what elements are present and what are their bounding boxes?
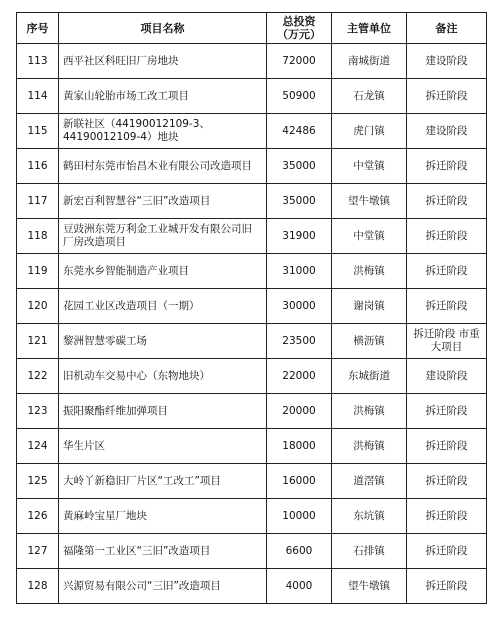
row-project-name: 鹤田村东莞市怡昌木业有限公司改造项目 [59, 149, 267, 184]
row-unit: 望牛墩镇 [332, 184, 407, 219]
row-project-name: 兴源贸易有限公司“三旧”改造项目 [59, 569, 267, 604]
row-note: 建设阶段 [407, 44, 487, 79]
row-unit: 中堂镇 [332, 149, 407, 184]
row-unit: 横沥镇 [332, 324, 407, 359]
row-note: 拆迁阶段 市重大项目 [407, 324, 487, 359]
row-number: 128 [17, 569, 59, 604]
row-project-name: 豆豉洲东莞万利金工业城开发有限公司旧厂房改造项目 [59, 219, 267, 254]
row-project-name: 花园工业区改造项目（一期） [59, 289, 267, 324]
row-unit: 洪梅镇 [332, 254, 407, 289]
row-investment: 50900 [267, 79, 332, 114]
row-note: 拆迁阶段 [407, 219, 487, 254]
row-number: 126 [17, 499, 59, 534]
row-unit: 洪梅镇 [332, 429, 407, 464]
header-investment-line2: （万元） [277, 28, 321, 41]
table-row [17, 359, 487, 394]
row-project-name: 华生片区 [59, 429, 267, 464]
row-note: 拆迁阶段 [407, 429, 487, 464]
row-number: 125 [17, 464, 59, 499]
row-investment: 20000 [267, 394, 332, 429]
row-project-name: 黄麻岭宝星厂地块 [59, 499, 267, 534]
table-row [17, 44, 487, 79]
row-investment: 35000 [267, 184, 332, 219]
row-investment: 4000 [267, 569, 332, 604]
row-unit: 东坑镇 [332, 499, 407, 534]
row-investment: 42486 [267, 114, 332, 149]
row-project-name: 西平社区科旺旧厂房地块 [59, 44, 267, 79]
row-number: 123 [17, 394, 59, 429]
row-unit: 东城街道 [332, 359, 407, 394]
row-investment: 16000 [267, 464, 332, 499]
row-note: 拆迁阶段 [407, 394, 487, 429]
row-number: 124 [17, 429, 59, 464]
table-body [17, 44, 487, 604]
table-row [17, 114, 487, 149]
row-unit: 谢岗镇 [332, 289, 407, 324]
row-project-name: 新联社区（44190012109-3、44190012109-4）地块 [59, 114, 267, 149]
row-investment: 6600 [267, 534, 332, 569]
row-unit: 望牛墩镇 [332, 569, 407, 604]
row-note: 拆迁阶段 [407, 254, 487, 289]
row-number: 114 [17, 79, 59, 114]
row-investment: 35000 [267, 149, 332, 184]
header-unit: 主管单位 [332, 13, 407, 44]
row-unit: 虎门镇 [332, 114, 407, 149]
row-unit: 南城街道 [332, 44, 407, 79]
table-row [17, 149, 487, 184]
row-note: 拆迁阶段 [407, 289, 487, 324]
row-project-name: 大岭丫新稳旧厂片区“工改工”项目 [59, 464, 267, 499]
row-note: 建设阶段 [407, 114, 487, 149]
row-project-name: 黄家山轮胎市场工改工项目 [59, 79, 267, 114]
table-row [17, 429, 487, 464]
row-note: 拆迁阶段 [407, 464, 487, 499]
row-unit: 石龙镇 [332, 79, 407, 114]
row-project-name: 东莞水乡智能制造产业项目 [59, 254, 267, 289]
row-investment: 30000 [267, 289, 332, 324]
row-number: 116 [17, 149, 59, 184]
row-number: 115 [17, 114, 59, 149]
row-investment: 18000 [267, 429, 332, 464]
table-row [17, 569, 487, 604]
row-note: 拆迁阶段 [407, 499, 487, 534]
header-row [17, 13, 487, 44]
row-unit: 中堂镇 [332, 219, 407, 254]
projects-table [16, 12, 487, 604]
table-row [17, 79, 487, 114]
table-row [17, 184, 487, 219]
row-number: 127 [17, 534, 59, 569]
row-project-name: 黎洲智慧零碳工场 [59, 324, 267, 359]
row-investment: 31900 [267, 219, 332, 254]
row-number: 121 [17, 324, 59, 359]
row-project-name: 新宏百利智慧谷“三旧”改造项目 [59, 184, 267, 219]
row-unit: 石排镇 [332, 534, 407, 569]
row-number: 120 [17, 289, 59, 324]
row-number: 119 [17, 254, 59, 289]
row-investment: 10000 [267, 499, 332, 534]
row-project-name: 振阳聚酯纤维加弹项目 [59, 394, 267, 429]
row-number: 117 [17, 184, 59, 219]
row-note: 拆迁阶段 [407, 569, 487, 604]
row-number: 113 [17, 44, 59, 79]
table-header [17, 13, 487, 44]
row-project-name: 福隆第一工业区“三旧”改造项目 [59, 534, 267, 569]
table-row [17, 464, 487, 499]
row-investment: 22000 [267, 359, 332, 394]
row-number: 122 [17, 359, 59, 394]
row-note: 拆迁阶段 [407, 534, 487, 569]
table-row [17, 289, 487, 324]
row-project-name: 旧机动车交易中心（东物地块） [59, 359, 267, 394]
table-row [17, 534, 487, 569]
table-row [17, 254, 487, 289]
row-note: 拆迁阶段 [407, 149, 487, 184]
row-note: 拆迁阶段 [407, 184, 487, 219]
table-row [17, 324, 487, 359]
header-note: 备注 [407, 13, 487, 44]
row-investment: 72000 [267, 44, 332, 79]
table-row [17, 499, 487, 534]
row-note: 拆迁阶段 [407, 79, 487, 114]
header-investment [267, 13, 332, 44]
row-investment: 23500 [267, 324, 332, 359]
header-project-name: 项目名称 [59, 13, 267, 44]
row-unit: 洪梅镇 [332, 394, 407, 429]
header-no: 序号 [17, 13, 59, 44]
table-row [17, 219, 487, 254]
row-unit: 道滘镇 [332, 464, 407, 499]
table-row [17, 394, 487, 429]
row-number: 118 [17, 219, 59, 254]
header-investment-line1: 总投资 [282, 15, 316, 28]
row-investment: 31000 [267, 254, 332, 289]
row-note: 建设阶段 [407, 359, 487, 394]
